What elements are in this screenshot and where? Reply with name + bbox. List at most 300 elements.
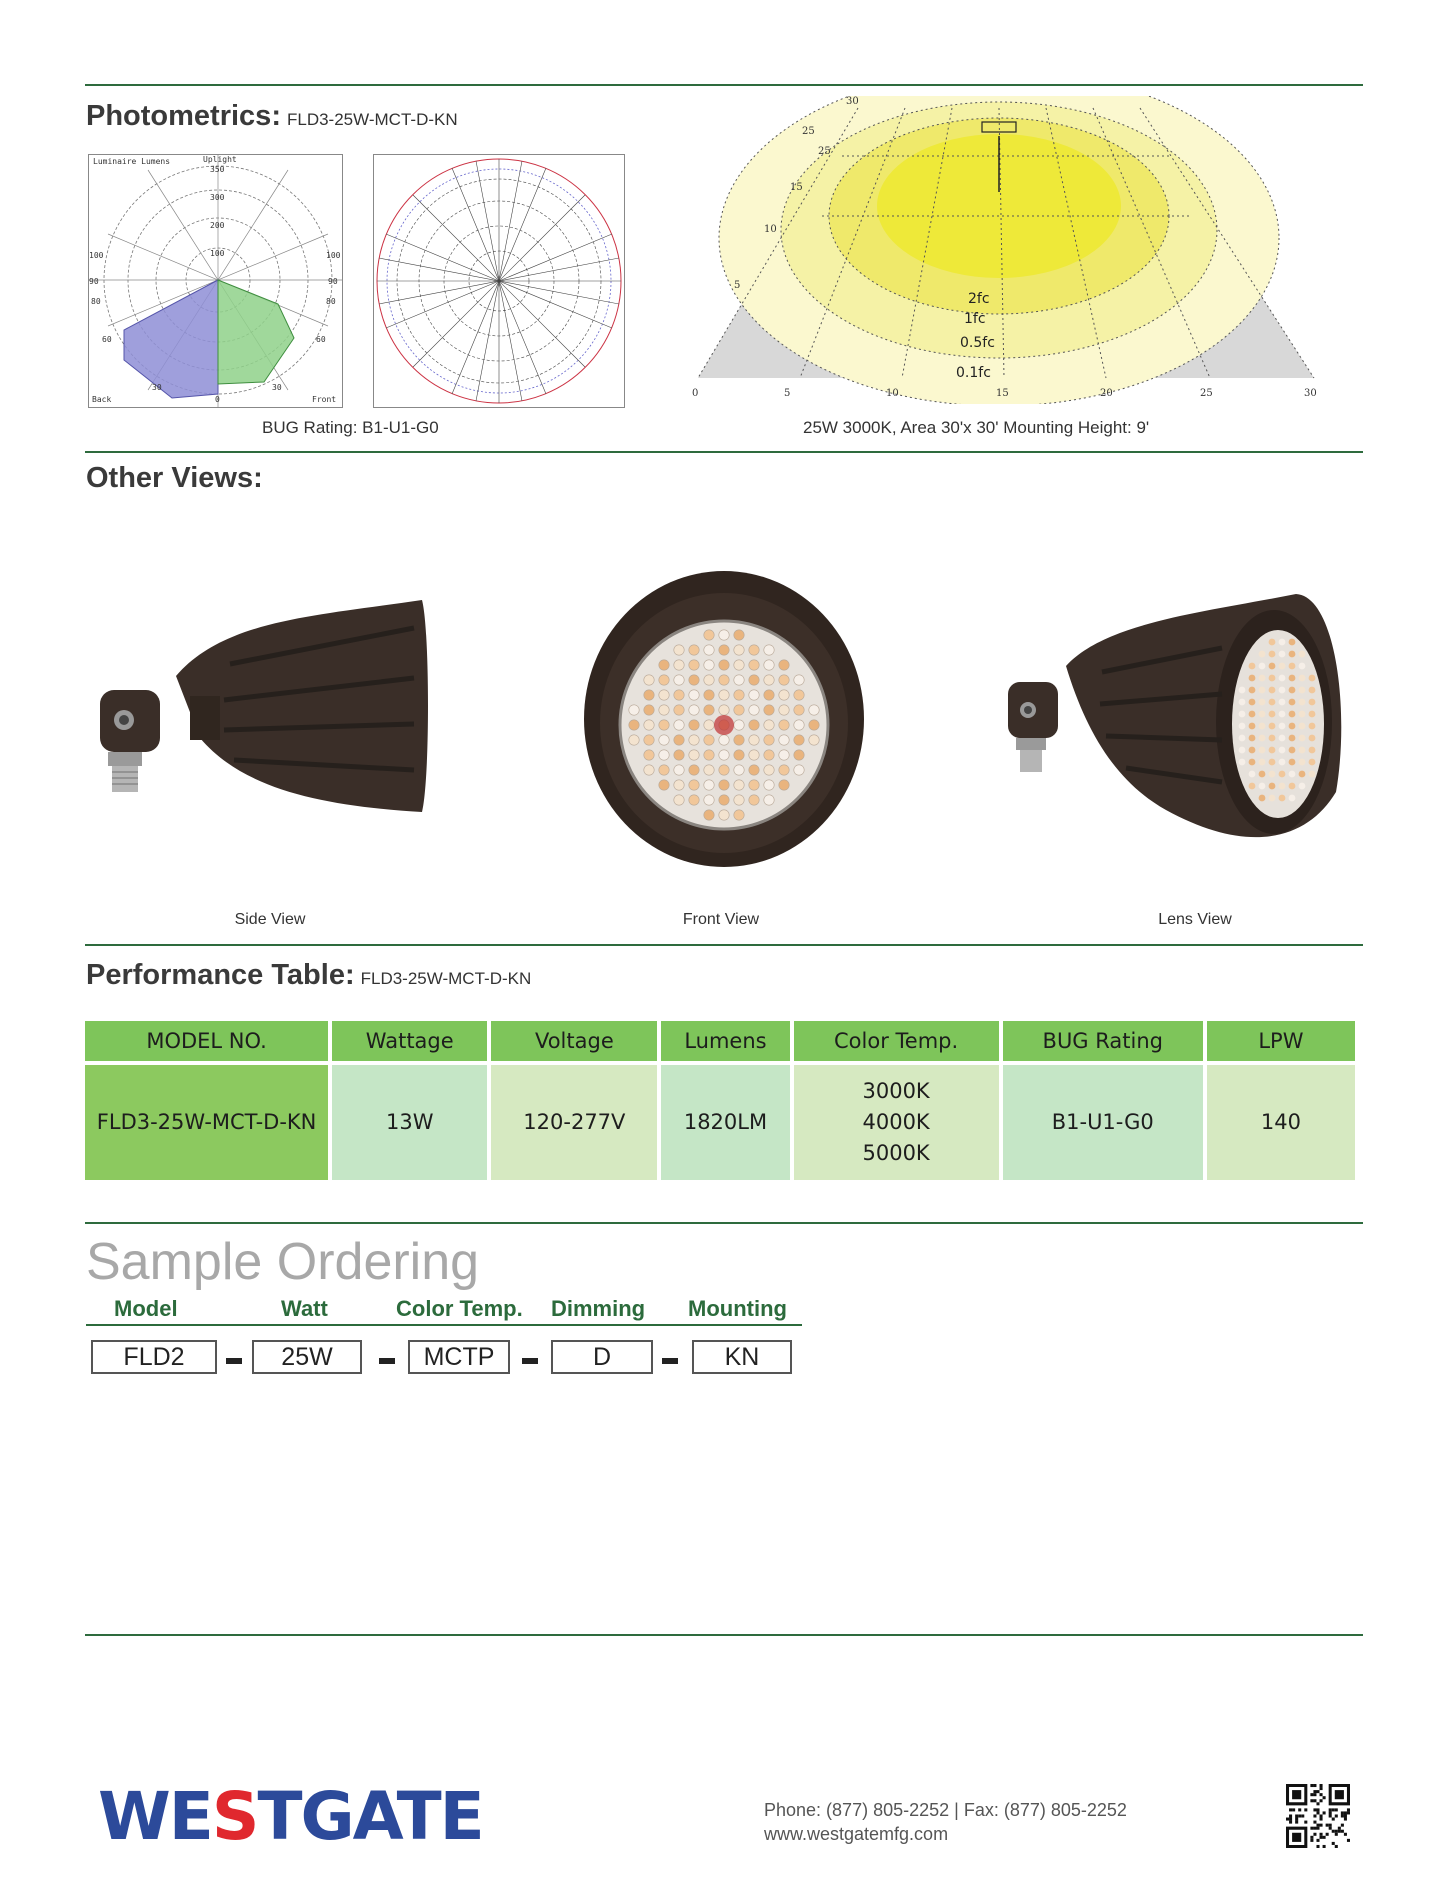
qr-module	[1320, 1824, 1323, 1827]
qr-module	[1326, 1833, 1329, 1836]
led-dot	[794, 720, 804, 730]
right-angle-90: 90	[328, 277, 338, 286]
led-dot	[764, 735, 774, 745]
led-dot	[674, 765, 684, 775]
luminaire-lumens-label: Luminaire Lumens	[93, 157, 171, 166]
photometrics-model: FLD3-25W-MCT-D-KN	[286, 110, 458, 129]
qr-module	[1320, 1799, 1323, 1802]
qr-module	[1335, 1808, 1338, 1811]
qr-module	[1323, 1836, 1326, 1839]
led-dot	[734, 750, 744, 760]
led-dot	[1289, 639, 1296, 646]
qr-module	[1316, 1845, 1319, 1848]
qr-module	[1316, 1808, 1319, 1811]
led-dot	[1279, 735, 1286, 742]
rule-3	[85, 944, 1363, 946]
qr-module	[1341, 1814, 1344, 1817]
led-dot	[1309, 747, 1316, 754]
led-dot	[1259, 663, 1266, 670]
led-dot	[719, 690, 729, 700]
led-dot	[674, 735, 684, 745]
order-dash-1	[226, 1358, 242, 1364]
led-dot	[1299, 711, 1306, 718]
left-angle-80: 80	[91, 297, 101, 306]
qr-module	[1335, 1790, 1344, 1799]
qr-module	[1332, 1842, 1335, 1845]
cell-wattage: 13W	[332, 1065, 487, 1180]
led-dot	[749, 780, 759, 790]
qr-module	[1316, 1827, 1319, 1830]
led-dot	[734, 735, 744, 745]
led-dot	[749, 675, 759, 685]
led-dot	[1259, 795, 1266, 802]
iso-tick-left-25a: 25	[802, 126, 815, 137]
led-dot	[734, 630, 744, 640]
led-dot	[1269, 711, 1276, 718]
website-link[interactable]: www.westgatemfg.com	[764, 1824, 949, 1844]
led-dot	[689, 765, 699, 775]
qr-module	[1335, 1814, 1338, 1817]
led-dot	[1299, 771, 1306, 778]
qr-module	[1298, 1814, 1301, 1817]
led-dot	[1289, 663, 1296, 670]
led-dot	[704, 675, 714, 685]
qr-module	[1320, 1836, 1323, 1839]
led-dot	[659, 720, 669, 730]
led-dot	[1299, 783, 1306, 790]
led-dot	[1249, 687, 1256, 694]
led-dot	[719, 675, 729, 685]
led-dot	[1249, 735, 1256, 742]
led-dot	[1269, 783, 1276, 790]
led-dot	[1269, 735, 1276, 742]
qr-module	[1310, 1827, 1313, 1830]
led-dot	[1249, 699, 1256, 706]
qr-module	[1323, 1796, 1326, 1799]
led-dot	[1249, 711, 1256, 718]
led-dot	[1279, 663, 1286, 670]
led-dot	[749, 660, 759, 670]
led-dot	[719, 735, 729, 745]
led-dot	[1289, 723, 1296, 730]
led-dot	[779, 735, 789, 745]
header-color-temp: Color Temp.	[794, 1021, 999, 1065]
led-dot	[749, 735, 759, 745]
led-dot	[644, 705, 654, 715]
led-dot	[779, 660, 789, 670]
led-dot	[1259, 759, 1266, 766]
led-dot	[1279, 699, 1286, 706]
qr-module	[1320, 1818, 1323, 1821]
led-dot	[1249, 675, 1256, 682]
qr-module	[1320, 1784, 1323, 1787]
led-dot	[629, 720, 639, 730]
led-dot	[1309, 771, 1316, 778]
led-dot	[1239, 687, 1246, 694]
led-dot	[1299, 651, 1306, 658]
rule-5	[85, 1634, 1363, 1636]
iso-tick-left-30: 30	[846, 96, 859, 107]
cell-model: FLD3-25W-MCT-D-KN	[85, 1065, 328, 1180]
cell-lpw: 140	[1207, 1065, 1355, 1180]
order-label-model: Model	[114, 1296, 178, 1321]
led-dot	[1259, 711, 1266, 718]
qr-module	[1316, 1839, 1319, 1842]
led-dot	[1289, 711, 1296, 718]
led-dot	[1259, 687, 1266, 694]
qr-module	[1344, 1833, 1347, 1836]
led-dot	[659, 750, 669, 760]
led-dot	[1289, 771, 1296, 778]
order-label-color-temp: Color Temp.	[396, 1296, 523, 1321]
phone-fax: Phone: (877) 805-2252 | Fax: (877) 805-2252	[764, 1800, 1127, 1820]
qr-module	[1316, 1811, 1319, 1814]
photometrics-title: Photometrics:	[86, 100, 281, 132]
led-dot	[1309, 759, 1316, 766]
ordering-underline	[86, 1324, 802, 1326]
iso-tick-bottom-10: 10	[886, 388, 899, 399]
rule-4	[85, 1222, 1363, 1224]
led-dot	[659, 675, 669, 685]
led-dot	[1289, 759, 1296, 766]
iso-tick-bottom-15: 15	[996, 388, 1009, 399]
qr-module	[1313, 1821, 1316, 1824]
qr-module	[1329, 1808, 1332, 1811]
iso-tick-bottom-25: 25	[1200, 388, 1213, 399]
led-dot	[1309, 735, 1316, 742]
qr-module	[1292, 1808, 1295, 1811]
qr-module	[1310, 1793, 1313, 1796]
led-dot	[1249, 759, 1256, 766]
iso-tick-bottom-20: 20	[1100, 388, 1113, 399]
led-dot	[1309, 723, 1316, 730]
led-dot	[1269, 675, 1276, 682]
led-dot	[1279, 711, 1286, 718]
led-dot	[629, 735, 639, 745]
table-row	[85, 1065, 1355, 1180]
led-dot	[794, 750, 804, 760]
qr-module	[1310, 1799, 1313, 1802]
header-wattage: Wattage	[332, 1021, 487, 1065]
led-dot	[734, 765, 744, 775]
led-dot	[689, 795, 699, 805]
led-dot	[1279, 651, 1286, 658]
led-dot	[749, 765, 759, 775]
led-dot	[719, 780, 729, 790]
qr-module	[1347, 1811, 1350, 1814]
performance-table	[81, 1021, 1359, 1180]
led-dot	[704, 795, 714, 805]
led-dot	[1279, 783, 1286, 790]
led-dot	[809, 720, 819, 730]
left-angle-60: 60	[102, 335, 112, 344]
led-dot	[1239, 711, 1246, 718]
rule-2	[85, 451, 1363, 453]
led-dot	[674, 795, 684, 805]
qr-module	[1298, 1808, 1301, 1811]
westgate-logo	[98, 1778, 483, 1855]
led-dot	[719, 630, 729, 640]
led-dot	[1269, 651, 1276, 658]
header-voltage: Voltage	[491, 1021, 657, 1065]
led-dot	[644, 750, 654, 760]
polar-grid-diagram	[373, 154, 625, 408]
qr-module	[1289, 1808, 1292, 1811]
qr-module	[1313, 1827, 1316, 1830]
iso-tick-left-15: 15	[790, 182, 803, 193]
qr-module	[1289, 1821, 1292, 1824]
led-dot	[704, 750, 714, 760]
led-dot	[719, 765, 729, 775]
qr-module	[1329, 1811, 1332, 1814]
led-dot	[1269, 723, 1276, 730]
iso-tick-left-10: 10	[764, 224, 777, 235]
led-dot	[659, 780, 669, 790]
led-dot	[764, 795, 774, 805]
led-dot	[779, 765, 789, 775]
qr-module	[1341, 1811, 1344, 1814]
led-dot	[734, 690, 744, 700]
led-dot	[1259, 783, 1266, 790]
qr-module	[1344, 1814, 1347, 1817]
led-dot	[689, 705, 699, 715]
order-dash-2	[379, 1358, 395, 1364]
qr-module	[1329, 1814, 1332, 1817]
led-dot	[734, 810, 744, 820]
qr-module	[1329, 1824, 1332, 1827]
led-dot	[704, 630, 714, 640]
left-angle-30: 30	[152, 383, 162, 392]
led-dot	[779, 720, 789, 730]
led-dot	[1249, 723, 1256, 730]
led-dot	[1239, 723, 1246, 730]
led-dot	[704, 705, 714, 715]
qr-module	[1295, 1814, 1298, 1817]
logo-part-1: WE	[98, 1778, 212, 1855]
led-dot	[749, 750, 759, 760]
led-dot	[704, 780, 714, 790]
led-dot	[674, 720, 684, 730]
led-dot	[1269, 795, 1276, 802]
led-dot	[794, 765, 804, 775]
led-dot	[1249, 747, 1256, 754]
qr-module	[1338, 1827, 1341, 1830]
header-lpw: LPW	[1207, 1021, 1355, 1065]
led-dot	[779, 690, 789, 700]
qr-module	[1323, 1845, 1326, 1848]
ring-label-300: 300	[210, 193, 225, 202]
led-dot	[809, 705, 819, 715]
led-dot	[644, 720, 654, 730]
led-dot	[1259, 675, 1266, 682]
led-dot	[704, 690, 714, 700]
led-dot	[1239, 735, 1246, 742]
qr-module	[1320, 1814, 1323, 1817]
qr-module	[1304, 1808, 1307, 1811]
led-dot	[1299, 663, 1306, 670]
led-dot	[1269, 639, 1276, 646]
uplight-label: Uplight	[203, 155, 237, 164]
contour-label-1fc: 1fc	[964, 311, 986, 327]
led-dot	[644, 675, 654, 685]
led-dot	[1279, 675, 1286, 682]
qr-module	[1292, 1790, 1301, 1799]
qr-module	[1301, 1814, 1304, 1817]
order-box-watt: 25W	[252, 1340, 362, 1374]
contact-info	[764, 1798, 1127, 1846]
left-angle-90: 90	[89, 277, 99, 286]
led-dot	[644, 765, 654, 775]
front-label: Front	[312, 395, 337, 404]
isofootcandle-caption: 25W 3000K, Area 30'x 30' Mounting Height: 9'	[803, 418, 1150, 437]
cell-bug-rating: B1-U1-G0	[1003, 1065, 1203, 1180]
right-angle-30: 30	[272, 383, 282, 392]
led-dot	[734, 705, 744, 715]
led-dot	[674, 675, 684, 685]
led-dot	[719, 750, 729, 760]
led-dot	[1299, 747, 1306, 754]
cell-lumens: 1820LM	[661, 1065, 789, 1180]
side-view-image	[94, 600, 430, 816]
iso-tick-bottom-5: 5	[784, 388, 791, 399]
led-dot	[719, 810, 729, 820]
led-dot	[719, 705, 729, 715]
led-dot	[1289, 699, 1296, 706]
led-dot	[719, 645, 729, 655]
led-dot	[1309, 687, 1316, 694]
qr-module	[1320, 1833, 1323, 1836]
led-dot	[644, 735, 654, 745]
qr-module	[1344, 1818, 1347, 1821]
qr-module	[1316, 1824, 1319, 1827]
led-dot	[1259, 735, 1266, 742]
led-dot	[629, 705, 639, 715]
led-dot	[1269, 759, 1276, 766]
qr-module	[1335, 1830, 1338, 1833]
order-box-model: FLD2	[91, 1340, 217, 1374]
led-dot	[1259, 651, 1266, 658]
qr-module	[1320, 1787, 1323, 1790]
top-rule	[85, 84, 1363, 86]
photometrics-heading	[86, 100, 458, 133]
qr-module	[1344, 1811, 1347, 1814]
led-dot	[1269, 699, 1276, 706]
qr-module	[1329, 1827, 1332, 1830]
led-dot	[689, 645, 699, 655]
table-header-row	[85, 1021, 1355, 1065]
qr-module	[1295, 1821, 1298, 1824]
led-dot	[719, 795, 729, 805]
right-angle-60: 60	[316, 335, 326, 344]
led-dot	[764, 765, 774, 775]
led-dot	[1299, 675, 1306, 682]
header-model: MODEL NO.	[85, 1021, 328, 1065]
led-dot	[1289, 651, 1296, 658]
isofootcandle-diagram	[672, 96, 1342, 404]
led-dot	[1279, 759, 1286, 766]
logo-part-2: S	[211, 1778, 258, 1855]
led-dot	[809, 735, 819, 745]
led-dot	[1309, 711, 1316, 718]
led-dot	[659, 690, 669, 700]
iso-tick-left-25b: 25	[818, 146, 831, 157]
side-view-caption: Side View	[234, 911, 306, 928]
lens-view-image	[1006, 592, 1346, 854]
led-dot	[1289, 687, 1296, 694]
led-dot	[1239, 699, 1246, 706]
qr-module	[1313, 1790, 1316, 1793]
led-dot	[689, 750, 699, 760]
led-dot	[704, 720, 714, 730]
led-dot	[1299, 699, 1306, 706]
led-dot	[734, 795, 744, 805]
back-label: Back	[92, 395, 112, 404]
cell-color-temp	[794, 1065, 999, 1180]
qr-module	[1326, 1824, 1329, 1827]
qr-module	[1323, 1811, 1326, 1814]
front-view-image	[584, 569, 864, 867]
led-dot	[1259, 699, 1266, 706]
qr-module	[1310, 1839, 1313, 1842]
led-dot	[1289, 675, 1296, 682]
led-dot	[1249, 771, 1256, 778]
led-dot	[764, 705, 774, 715]
qr-module	[1310, 1836, 1313, 1839]
contour-label-01fc: 0.1fc	[956, 365, 991, 381]
led-dot	[794, 675, 804, 685]
performance-heading	[86, 959, 531, 992]
led-dot	[764, 690, 774, 700]
header-lumens: Lumens	[661, 1021, 789, 1065]
led-dot	[794, 690, 804, 700]
ring-label-200: 200	[210, 221, 225, 230]
led-dot	[1279, 771, 1286, 778]
led-dot	[689, 660, 699, 670]
led-dot	[1299, 759, 1306, 766]
led-dot	[689, 720, 699, 730]
performance-title: Performance Table:	[86, 959, 355, 991]
header-bug-rating: BUG Rating	[1003, 1021, 1203, 1065]
led-dot	[749, 705, 759, 715]
iso-tick-bottom-30: 30	[1304, 388, 1317, 399]
led-dot	[674, 750, 684, 760]
led-dot	[749, 720, 759, 730]
led-dot	[764, 780, 774, 790]
led-dot	[1259, 747, 1266, 754]
led-dot	[1259, 771, 1266, 778]
right-angle-100: 100	[326, 251, 341, 260]
qr-module	[1313, 1814, 1316, 1817]
led-dot	[704, 765, 714, 775]
order-label-watt: Watt	[281, 1296, 328, 1321]
cell-voltage: 120-277V	[491, 1065, 657, 1180]
qr-module	[1286, 1818, 1289, 1821]
contour-label-05fc: 0.5fc	[960, 335, 995, 351]
led-dot	[1299, 735, 1306, 742]
order-box-mounting: KN	[692, 1340, 792, 1374]
qr-module	[1332, 1808, 1335, 1811]
led-dot	[674, 690, 684, 700]
bottom-angle-0: 0	[215, 395, 220, 404]
led-dot	[749, 795, 759, 805]
led-dot	[1269, 771, 1276, 778]
led-dot	[764, 750, 774, 760]
contour-label-2fc: 2fc	[968, 291, 990, 307]
led-dot	[644, 690, 654, 700]
led-dot	[749, 645, 759, 655]
performance-model: FLD3-25W-MCT-D-KN	[360, 969, 532, 988]
led-dot	[704, 810, 714, 820]
